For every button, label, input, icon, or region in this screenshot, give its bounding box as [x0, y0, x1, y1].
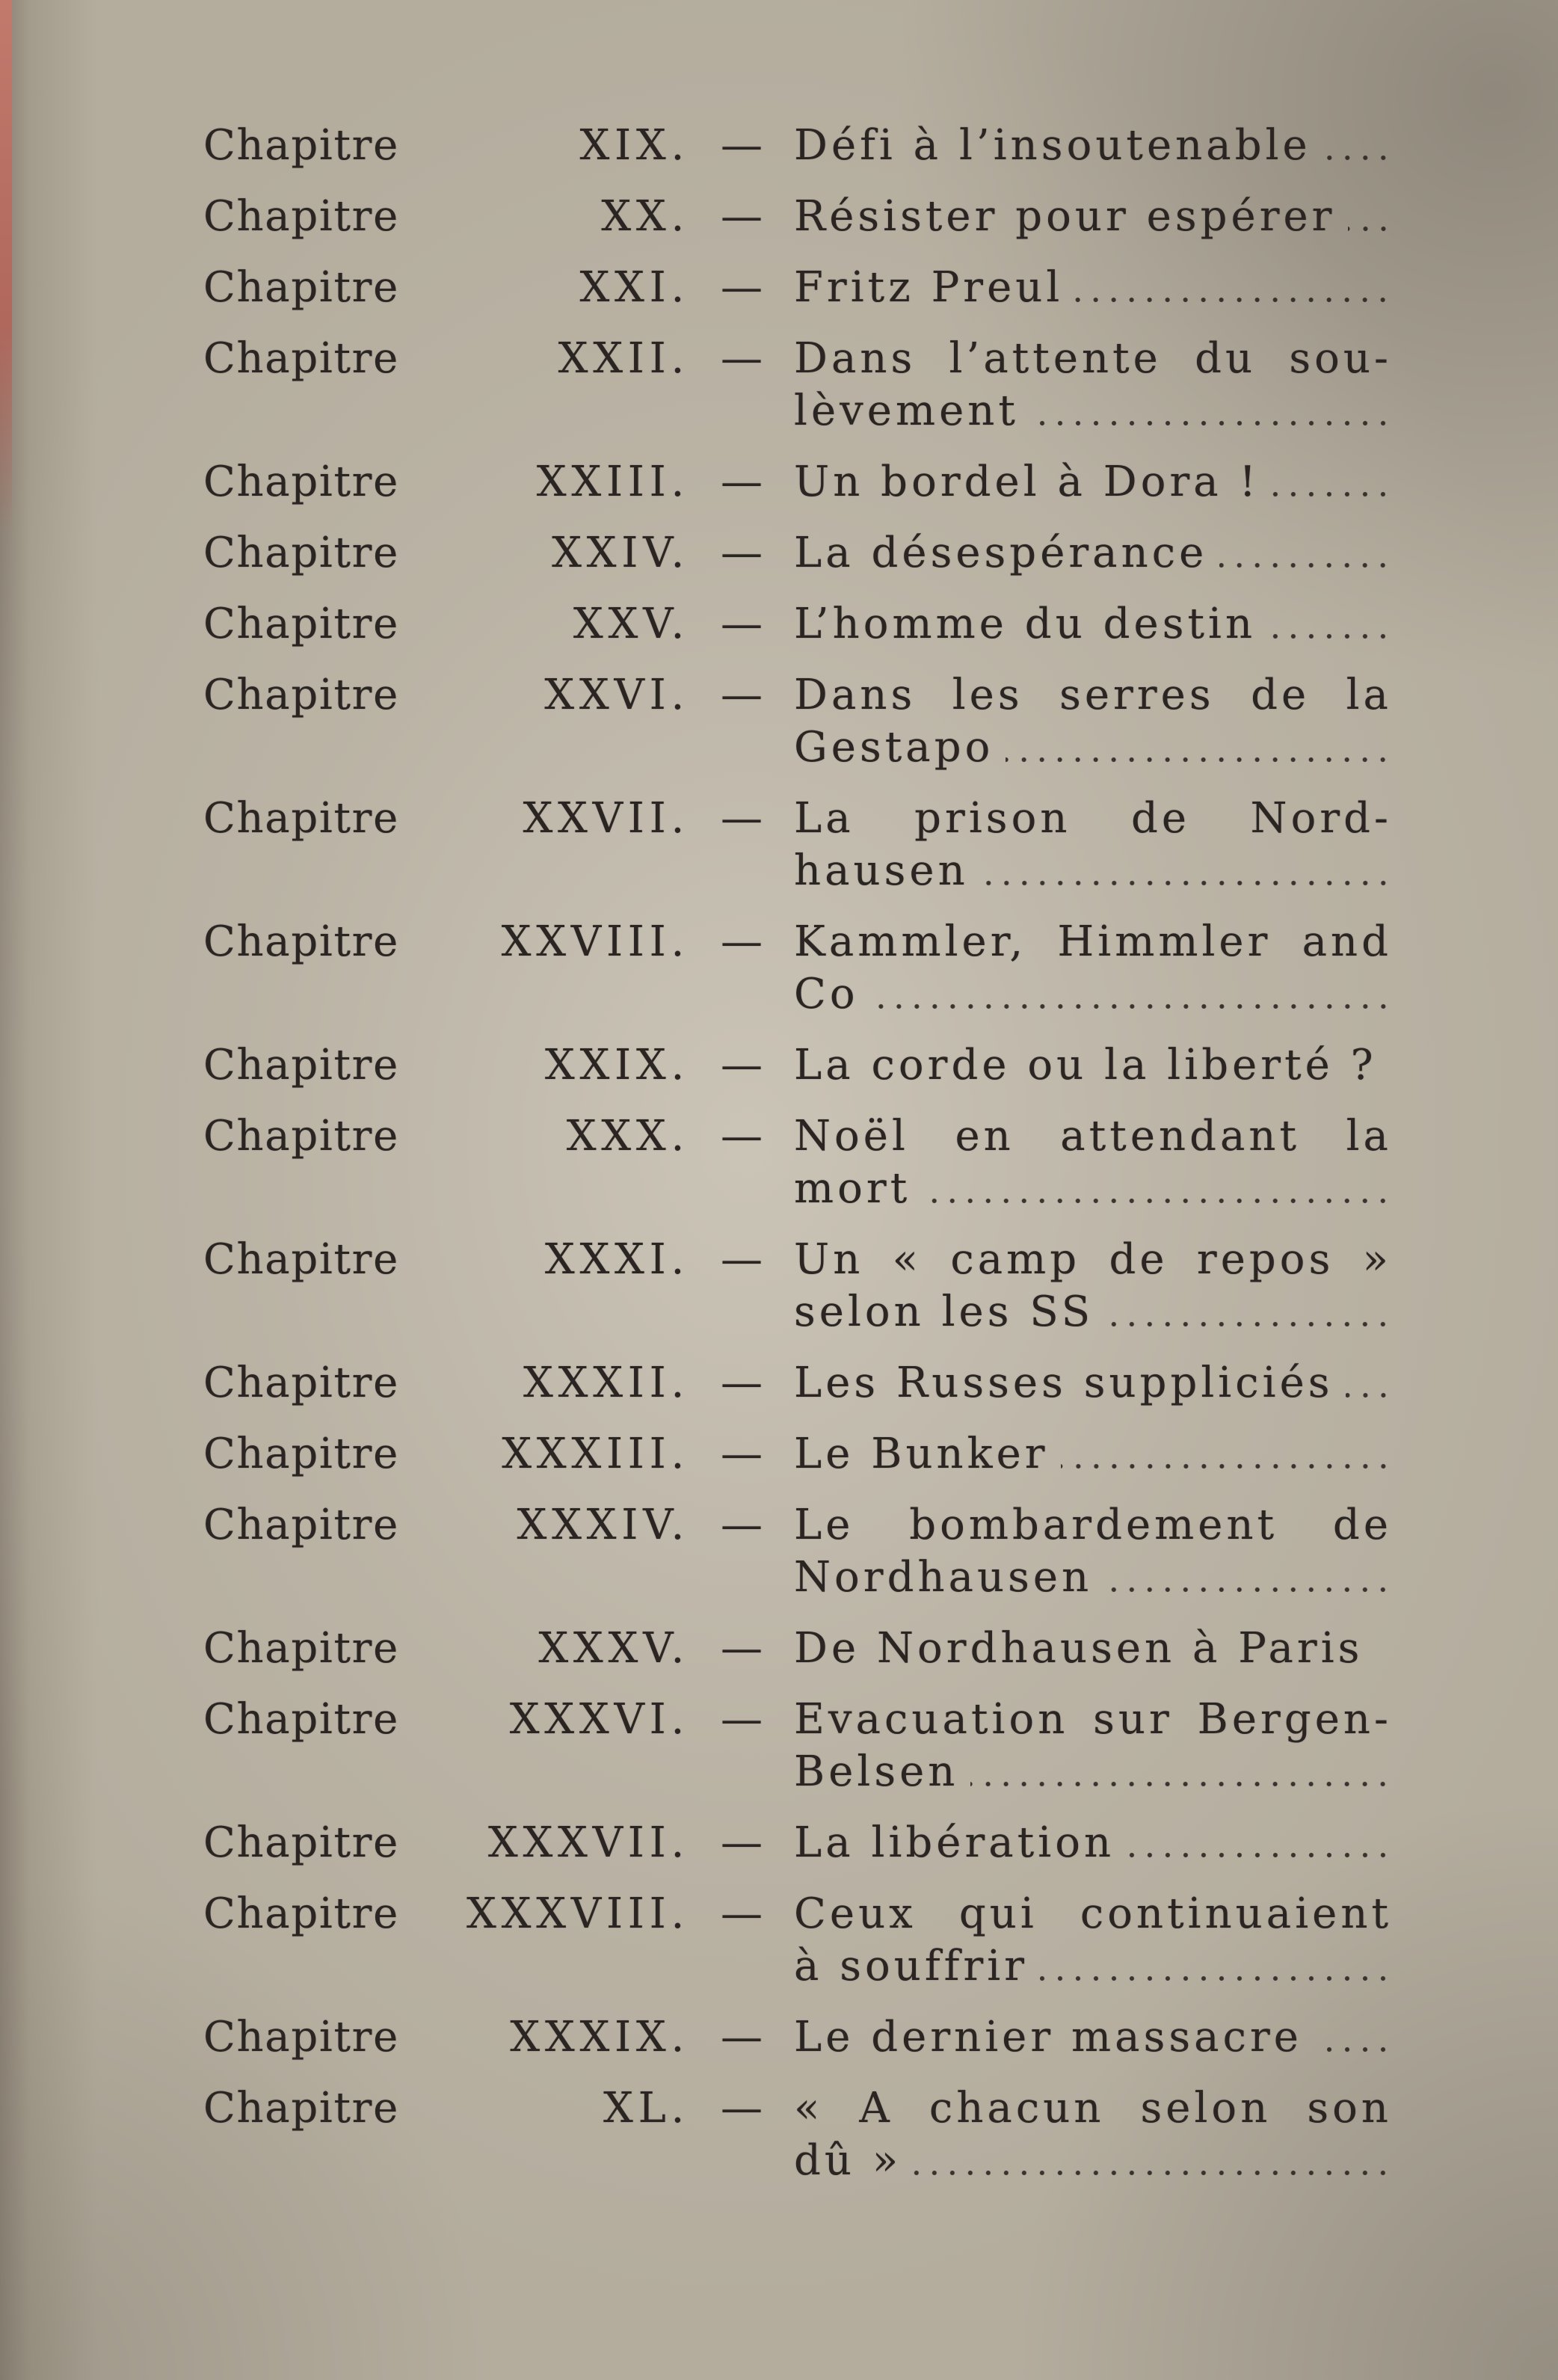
chapter-title-line: « A chacun selon son: [794, 2084, 1392, 2133]
toc-entry: [203, 456, 1392, 508]
dot-leader: [1219, 527, 1392, 579]
dot-leader: [1040, 1940, 1392, 1993]
chapter-label: Chapitre: [203, 794, 399, 843]
dot-leader: [1323, 120, 1392, 172]
chapter-title-line: Noël en attendant la: [794, 1112, 1392, 1160]
chapter-numeral: XX.: [601, 192, 689, 241]
chapter-title-line: Défi à l’insoutenable: [794, 121, 1311, 170]
chapter-numeral: XXVI.: [544, 671, 689, 719]
chapter-numeral: XXXIX.: [510, 2013, 689, 2061]
chapter-numeral: XXXV.: [538, 1624, 689, 1673]
chapter-title-line: à souffrir: [794, 1942, 1029, 1990]
toc-entry: [203, 793, 1392, 897]
chapter-dash: —: [721, 1501, 763, 1549]
chapter-title: [794, 1357, 1392, 1409]
chapter-title-line: Dans les serres de la: [794, 671, 1392, 719]
dot-leader: [970, 1746, 1392, 1798]
toc-entry: [203, 2082, 1392, 2187]
chapter-title: [794, 120, 1392, 172]
toc-entry: [203, 1234, 1392, 1338]
chapter-title-line: L’homme du destin: [794, 600, 1257, 648]
chapter-dash: —: [721, 192, 763, 241]
chapter-title: [794, 262, 1392, 314]
chapter-label: Chapitre: [203, 1818, 399, 1867]
chapter-dash: —: [721, 334, 763, 383]
toc-entry: [203, 333, 1392, 437]
chapter-dash: —: [721, 1889, 763, 1938]
chapter-title-line: Ceux qui continuaient: [794, 1889, 1392, 1938]
chapter-dash: —: [721, 1041, 763, 1089]
chapter-numeral: XXIX.: [544, 1041, 689, 1089]
chapter-title-line: Fritz Preul: [794, 263, 1064, 312]
chapter-numeral: XXXVI.: [509, 1695, 689, 1744]
chapter-title: [794, 1234, 1392, 1338]
dot-leader: [1031, 385, 1392, 437]
chapter-label: Chapitre: [203, 529, 399, 577]
chapter-numeral: XXX.: [566, 1112, 689, 1160]
chapter-dash: —: [721, 917, 763, 966]
chapter-title-line: La corde ou la liberté ?: [794, 1041, 1377, 1089]
toc-entry: [203, 669, 1392, 774]
chapter-dash: —: [721, 2084, 763, 2133]
chapter-label: Chapitre: [203, 1041, 399, 1089]
chapter-numeral: XXXVII.: [487, 1818, 689, 1867]
chapter-title-line: Le bombardement de: [794, 1501, 1392, 1549]
chapter-title-line: De Nordhausen à Paris: [794, 1624, 1364, 1673]
chapter-dash: —: [721, 1695, 763, 1744]
dot-leader: [1348, 191, 1393, 243]
chapter-label: Chapitre: [203, 1889, 399, 1938]
toc-entry: [203, 527, 1392, 579]
chapter-title: [794, 1039, 1392, 1092]
chapter-numeral: XXXII.: [523, 1359, 689, 1407]
chapter-numeral: XXXI.: [544, 1235, 689, 1284]
chapter-title: [794, 1623, 1392, 1675]
chapter-title-line: Kammler, Himmler and: [794, 917, 1392, 966]
chapter-label: Chapitre: [203, 1624, 399, 1673]
chapter-label: Chapitre: [203, 1695, 399, 1744]
chapter-title-line: mort: [794, 1164, 911, 1213]
chapter-label: Chapitre: [203, 600, 399, 648]
toc-entry: [203, 120, 1392, 172]
dot-leader: [1104, 1552, 1392, 1604]
chapter-title: [794, 598, 1392, 651]
chapter-title-line: Co: [794, 970, 859, 1018]
dot-leader: [981, 845, 1392, 897]
dot-leader: [914, 2135, 1392, 2187]
chapter-dash: —: [721, 529, 763, 577]
toc-entry: [203, 1499, 1392, 1604]
chapter-numeral: XXVII.: [523, 794, 689, 843]
chapter-title: [794, 1499, 1392, 1604]
chapter-title-line: La libération: [794, 1818, 1115, 1867]
chapter-title-line: Les Russes suppliciés: [794, 1359, 1334, 1407]
chapter-title-line: Un « camp de repos »: [794, 1235, 1392, 1284]
chapter-numeral: XXII.: [558, 334, 689, 383]
chapter-label: Chapitre: [203, 917, 399, 966]
chapter-title: [794, 2011, 1392, 2064]
chapter-numeral: XXXVIII.: [467, 1889, 689, 1938]
toc-entry: [203, 1428, 1392, 1480]
chapter-dash: —: [721, 1235, 763, 1284]
toc-entry: [203, 191, 1392, 243]
chapter-dash: —: [721, 1624, 763, 1673]
chapter-dash: —: [721, 2013, 763, 2061]
chapter-title-line: lèvement: [794, 387, 1019, 435]
chapter-numeral: XXI.: [579, 263, 689, 312]
toc-entry: [203, 262, 1392, 314]
chapter-title-line: Evacuation sur Bergen-: [794, 1695, 1392, 1744]
chapter-label: Chapitre: [203, 1235, 399, 1284]
dot-leader: [1314, 2011, 1392, 2064]
dot-leader: [1075, 262, 1392, 314]
chapter-title: [794, 1694, 1392, 1798]
page-edge: [0, 0, 12, 538]
chapter-title: [794, 1888, 1392, 1993]
dot-leader: [1061, 1428, 1392, 1480]
chapter-dash: —: [721, 1112, 763, 1160]
toc-entry: [203, 1817, 1392, 1869]
toc-entry: [203, 916, 1392, 1021]
chapter-label: Chapitre: [203, 1359, 399, 1407]
chapter-label: Chapitre: [203, 2084, 399, 2133]
chapter-title: [794, 1817, 1392, 1869]
dot-leader: [1346, 1357, 1392, 1409]
chapter-title-line: Dans l’attente du sou-: [794, 334, 1392, 383]
chapter-numeral: XXXIV.: [517, 1501, 689, 1549]
chapter-numeral: XL.: [603, 2084, 689, 2133]
chapter-title-line: Un bordel à Dora !: [794, 458, 1260, 506]
toc-entry: [203, 2011, 1392, 2064]
chapter-dash: —: [721, 794, 763, 843]
chapter-dash: —: [721, 121, 763, 170]
chapter-numeral: XXVIII.: [501, 917, 689, 966]
chapter-label: Chapitre: [203, 1112, 399, 1160]
chapter-title-line: Le Bunker: [794, 1430, 1049, 1478]
chapter-dash: —: [721, 600, 763, 648]
chapter-title: [794, 333, 1392, 437]
dot-leader: [871, 968, 1392, 1021]
dot-leader: [1006, 722, 1392, 774]
chapter-title: [794, 191, 1392, 243]
chapter-title-line: dû »: [794, 2136, 902, 2185]
dot-leader: [1268, 598, 1392, 651]
dot-leader: [1272, 456, 1392, 508]
chapter-title-line: Résister pour espérer: [794, 192, 1336, 241]
chapter-title-line: selon les SS: [794, 1288, 1094, 1336]
chapter-title-line: La désespérance: [794, 529, 1208, 577]
table-of-contents: [203, 120, 1392, 2206]
dot-leader: [1106, 1286, 1392, 1338]
chapter-title-line: Gestapo: [794, 723, 994, 772]
chapter-title: [794, 527, 1392, 579]
chapter-numeral: XIX.: [579, 121, 689, 170]
chapter-title: [794, 916, 1392, 1021]
chapter-title: [794, 793, 1392, 897]
dot-leader: [923, 1163, 1392, 1215]
toc-entry: [203, 1623, 1392, 1675]
chapter-title-line: hausen: [794, 846, 969, 895]
chapter-title-line: Nordhausen: [794, 1553, 1093, 1602]
chapter-label: Chapitre: [203, 263, 399, 312]
chapter-title: [794, 2082, 1392, 2187]
chapter-label: Chapitre: [203, 192, 399, 241]
chapter-title: [794, 1110, 1392, 1215]
chapter-label: Chapitre: [203, 1501, 399, 1549]
chapter-label: Chapitre: [203, 1430, 399, 1478]
chapter-dash: —: [721, 671, 763, 719]
chapter-title-line: Le dernier massacre: [794, 2013, 1302, 2061]
chapter-label: Chapitre: [203, 458, 399, 506]
toc-entry: [203, 1110, 1392, 1215]
chapter-title-line: Belsen: [794, 1747, 959, 1796]
toc-entry: [203, 598, 1392, 651]
chapter-label: Chapitre: [203, 2013, 399, 2061]
toc-entry: [203, 1357, 1392, 1409]
chapter-numeral: XXIV.: [552, 529, 689, 577]
chapter-dash: —: [721, 1430, 763, 1478]
chapter-dash: —: [721, 458, 763, 506]
chapter-dash: —: [721, 1818, 763, 1867]
chapter-numeral: XXXIII.: [502, 1430, 689, 1478]
chapter-label: Chapitre: [203, 334, 399, 383]
chapter-label: Chapitre: [203, 671, 399, 719]
chapter-title: [794, 669, 1392, 774]
dot-leader: [1127, 1817, 1392, 1869]
chapter-title: [794, 456, 1392, 508]
chapter-numeral: XXIII.: [536, 458, 689, 506]
toc-entry: [203, 1694, 1392, 1798]
chapter-title: [794, 1428, 1392, 1480]
chapter-title-line: La prison de Nord-: [794, 794, 1392, 843]
chapter-label: Chapitre: [203, 121, 399, 170]
chapter-numeral: XXV.: [573, 600, 689, 648]
chapter-dash: —: [721, 1359, 763, 1407]
toc-entry: [203, 1039, 1392, 1092]
toc-entry: [203, 1888, 1392, 1993]
chapter-dash: —: [721, 263, 763, 312]
